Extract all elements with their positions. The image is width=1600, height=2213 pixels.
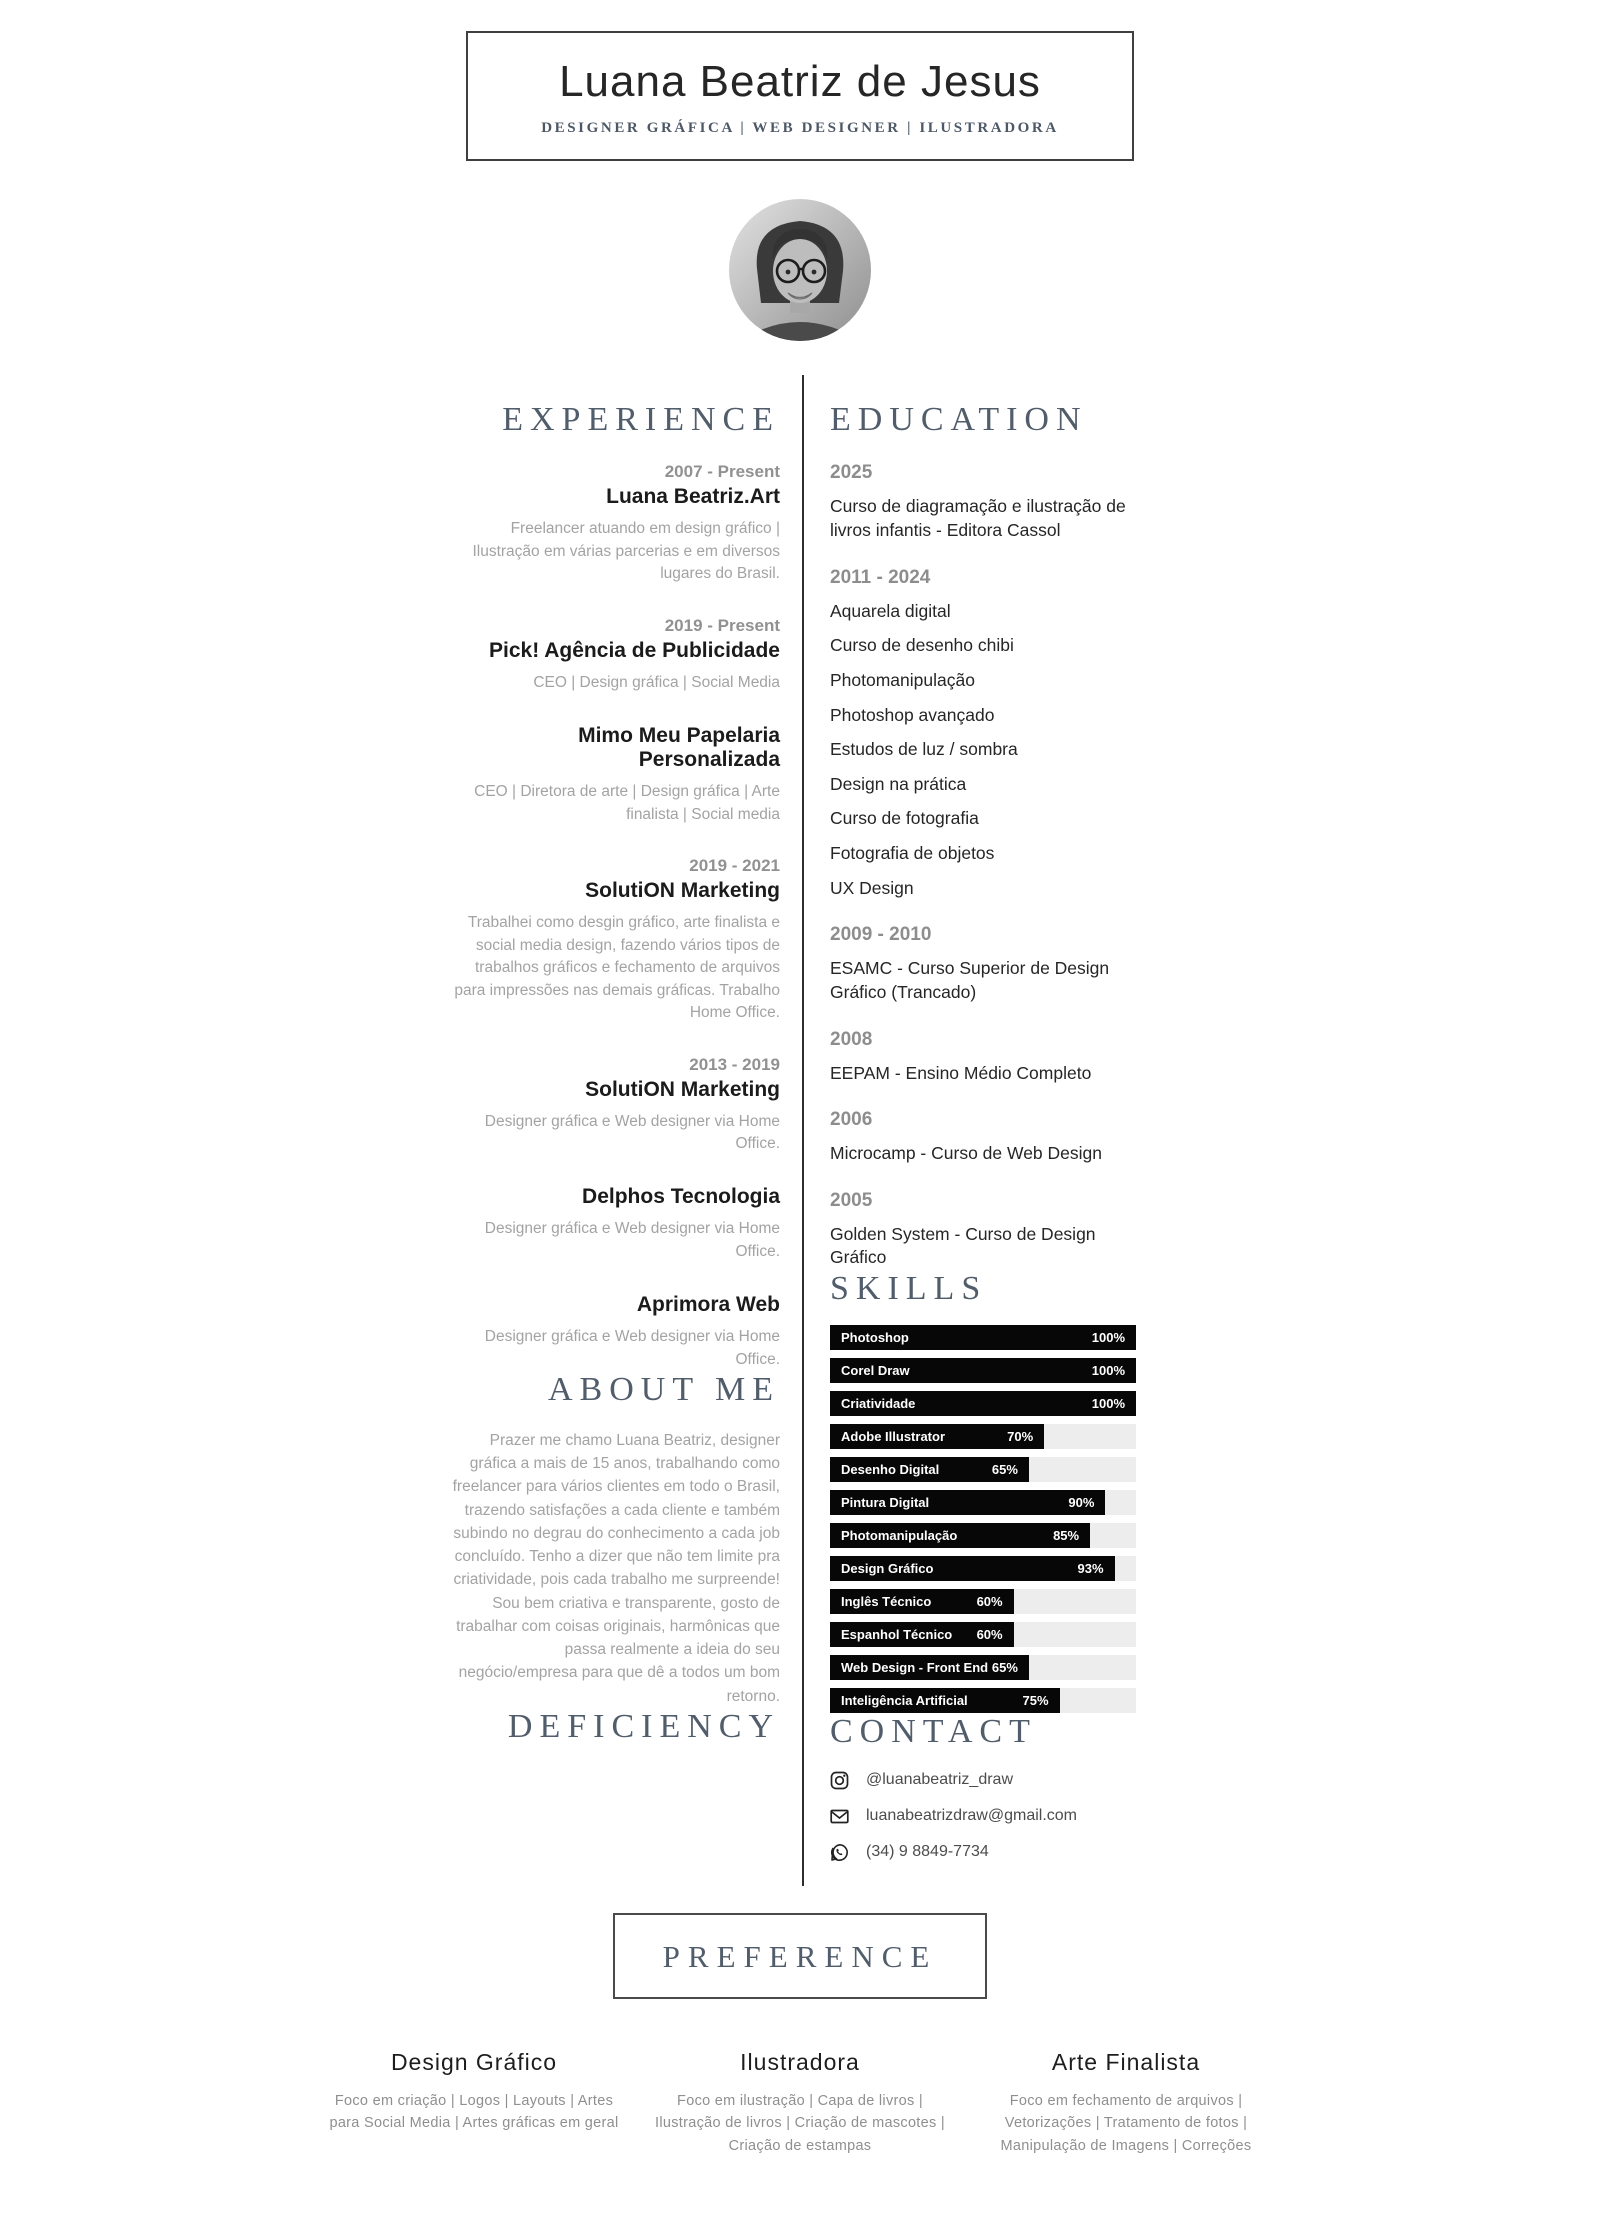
skill-bar-track — [830, 1358, 1136, 1383]
education-group — [830, 924, 1152, 1004]
experience-list — [448, 462, 780, 1371]
skill-bar-fill — [830, 1655, 1029, 1680]
education-period: 2025 — [830, 462, 873, 484]
skill-bar-track — [830, 1622, 1136, 1647]
contact-item-email[interactable] — [830, 1807, 1152, 1826]
skill-label: Web Design - Front End — [841, 1660, 989, 1676]
experience-description: Trabalhei como desgin gráfico, arte finalista e social media design, fazendo vários tipos de trabalhos gráficos e fechamento de arquivos para impressões nas demais gráficas. Trabalho Home Office. — [454, 914, 780, 1022]
education-item: Curso de desenho chibi — [830, 635, 1014, 656]
education-group — [830, 1109, 1152, 1166]
skill-percentage: 85 % — [1053, 1528, 1079, 1543]
skill-bar-track — [830, 1457, 1136, 1482]
phone-number: (34) 9 8849-7734 — [866, 1843, 989, 1861]
skill-percentage: 60 % — [977, 1594, 1003, 1609]
skill-percentage: 100 % — [1092, 1396, 1125, 1411]
experience-entry — [448, 1293, 780, 1371]
skill-row — [830, 1589, 1136, 1614]
education-item: Curso de diagramação e ilustração de livros infantis - Editora Cassol — [830, 496, 1126, 541]
education-period: 2011 - 2024 — [830, 566, 931, 588]
experience-title: SolutiON Marketing — [585, 879, 780, 903]
skill-label: Photomanipulação — [841, 1528, 958, 1544]
skill-percentage: 100 % — [1092, 1363, 1125, 1378]
skill-bar-track — [830, 1424, 1136, 1449]
skill-bar-fill — [830, 1358, 1136, 1383]
skill-bar-fill — [830, 1622, 1014, 1647]
contact-item-instagram[interactable] — [830, 1771, 1152, 1790]
person-roles: DESIGNER GRÁFICA | WEB DESIGNER | ILUSTRADORA — [541, 120, 1059, 136]
skill-row — [830, 1391, 1136, 1416]
experience-description: CEO | Diretora de arte | Design gráfica | Arte finalista | Social media — [474, 783, 780, 823]
education-period: 2008 — [830, 1028, 873, 1050]
education-item: Photoshop avançado — [830, 704, 995, 725]
education-item: Design na prática — [830, 773, 967, 794]
specialty-description: Foco em criação | Logos | Layouts | Artes para Social Media | Artes gráficas em geral — [329, 2092, 619, 2132]
experience-entry — [448, 616, 780, 694]
skill-row — [830, 1325, 1136, 1350]
skill-percentage: 65 % — [992, 1660, 1018, 1675]
experience-description: Designer gráfica e Web designer via Home Office. — [484, 1328, 780, 1368]
experience-description: Designer gráfica e Web designer via Home Office. — [484, 1112, 780, 1153]
about-text: Prazer me chamo Luana Beatriz, designer gráfica a mais de 15 anos, trabalhando como freelancer para vários clientes em todo o Brasil, trazendo satisfações a cada cliente e também subindo no degrau do conhecimento a cada job concluído. Tenho a dizer que não tem limite pra criatividade, pois cada trabalho me surpreende! Sou bem criativa e transparente, gosto de trabalhar com coisas originais, harmônicas que passa realmente a ideia do seu negócio/empresa para que dê a todos um bom retorno. — [452, 1431, 780, 1705]
preference-heading: PREFERENCE — [662, 1938, 938, 1974]
skill-bar-track — [830, 1391, 1136, 1416]
preference-box — [613, 1913, 987, 1999]
specialty-title: Ilustradora — [740, 2048, 860, 2075]
experience-title: Aprimora Web — [636, 1293, 780, 1317]
skills-heading: SKILLS — [830, 1270, 988, 1308]
experience-entry — [448, 724, 780, 826]
education-item: Photomanipulação — [830, 669, 975, 690]
main-columns — [0, 375, 1600, 1886]
education-item: EEPAM - Ensino Médio Completo — [830, 1062, 1092, 1083]
experience-date: 2007 - Present — [664, 462, 780, 482]
specialties-row — [0, 2049, 1600, 2213]
profile-photo — [729, 199, 871, 341]
experience-date: 2019 - 2021 — [689, 856, 780, 876]
specialty-title: Arte Finalista — [1051, 2048, 1201, 2075]
experience-title: Luana Beatriz.Art — [606, 485, 780, 509]
experience-entry — [448, 856, 780, 1024]
skill-bar-fill — [830, 1490, 1105, 1515]
contact-item-phone[interactable] — [830, 1843, 1152, 1862]
education-item: Microcamp - Curso de Web Design — [830, 1143, 1102, 1164]
education-group — [830, 1190, 1152, 1270]
education-items — [830, 600, 1152, 901]
experience-description: Freelancer atuando em design gráfico | Ilustração em várias parcerias e em diversos lugares do Brasil. — [472, 520, 780, 583]
education-item: Aquarela digital — [830, 600, 951, 621]
contact-list — [830, 1771, 1152, 1862]
skill-label: Photoshop — [841, 1330, 909, 1346]
specialty-description: Foco em fechamento de arquivos | Vetorizações | Tratamento de fotos | Manipulação de Imagens | Correções — [1000, 2092, 1252, 2154]
skill-bar-track — [830, 1523, 1136, 1548]
specialty-description: Foco em ilustração | Capa de livros | Ilustração de livros | Criação de mascotes | Criação de estampas — [655, 2092, 945, 2154]
experience-heading: EXPERIENCE — [502, 401, 780, 438]
left-column — [448, 375, 780, 1886]
skill-bar-fill — [830, 1589, 1014, 1614]
skill-percentage: 70 % — [1007, 1429, 1033, 1444]
skill-row — [830, 1490, 1136, 1515]
education-item: ESAMC - Curso Superior de Design Gráfico (Trancado) — [830, 958, 1110, 1002]
education-item: Estudos de luz / sombra — [830, 739, 1018, 760]
skill-bar-fill — [830, 1523, 1090, 1548]
experience-entry — [448, 462, 780, 585]
education-list — [830, 462, 1152, 1270]
specialty-column — [647, 2049, 953, 2157]
education-period: 2006 — [830, 1109, 873, 1131]
skill-percentage: 65 % — [992, 1462, 1018, 1477]
deficiency-heading: DEFICIENCY — [507, 1707, 780, 1745]
header-box — [466, 31, 1134, 161]
experience-title: Pick! Agência de Publicidade — [489, 638, 780, 662]
skill-row — [830, 1457, 1136, 1482]
education-items — [830, 1223, 1152, 1270]
specialty-column — [973, 2049, 1279, 2157]
skill-row — [830, 1523, 1136, 1548]
skill-label: Desenho Digital — [841, 1462, 940, 1478]
skill-row — [830, 1358, 1136, 1383]
skill-bar-fill — [830, 1391, 1136, 1416]
person-name: Luana Beatriz de Jesus — [559, 57, 1041, 106]
education-item: UX Design — [830, 877, 914, 898]
skill-row — [830, 1688, 1136, 1713]
experience-title: Mimo Meu Papelaria Personalizada — [578, 724, 780, 772]
instagram-icon — [830, 1771, 849, 1790]
experience-description: Designer gráfica e Web designer via Home Office. — [484, 1220, 780, 1260]
education-items — [830, 957, 1152, 1004]
education-period: 2005 — [830, 1189, 873, 1211]
contact-heading: CONTACT — [830, 1713, 1037, 1751]
education-item: Curso de fotografia — [830, 808, 979, 829]
skill-row — [830, 1622, 1136, 1647]
portrait-photo — [729, 199, 871, 341]
skill-bar-track — [830, 1325, 1136, 1350]
skill-label: Criatividade — [841, 1396, 916, 1412]
education-items — [830, 495, 1152, 542]
right-column — [804, 375, 1152, 1886]
education-heading: EDUCATION — [830, 401, 1088, 438]
education-item: Fotografia de objetos — [830, 843, 995, 864]
experience-title: Delphos Tecnologia — [582, 1185, 780, 1209]
education-items — [830, 1062, 1152, 1086]
skill-row — [830, 1655, 1136, 1680]
education-period: 2009 - 2010 — [830, 924, 932, 946]
skill-percentage: 100 % — [1092, 1330, 1125, 1345]
specialty-column — [321, 2049, 627, 2157]
skill-label: Adobe Illustrator — [841, 1429, 946, 1445]
skill-bar-track — [830, 1556, 1136, 1581]
instagram-handle: @luanabeatriz_draw — [866, 1771, 1013, 1789]
education-items — [830, 1142, 1152, 1166]
skill-percentage: 60 % — [977, 1627, 1003, 1642]
skill-row — [830, 1424, 1136, 1449]
skill-label: Design Gráfico — [841, 1561, 934, 1577]
education-item: Golden System - Curso de Design Gráfico — [830, 1223, 1096, 1268]
skill-bar-track — [830, 1490, 1136, 1515]
skill-label: Inteligência Artificial — [841, 1693, 968, 1709]
education-group — [830, 1029, 1152, 1086]
experience-date: 2019 - Present — [664, 615, 780, 635]
email-icon — [830, 1807, 849, 1826]
education-group — [830, 462, 1152, 542]
whatsapp-icon — [830, 1843, 849, 1862]
skill-percentage: 75 % — [1022, 1693, 1048, 1708]
experience-title: SolutiON Marketing — [585, 1077, 780, 1101]
experience-entry — [448, 1055, 780, 1156]
skill-bar-fill — [830, 1424, 1044, 1449]
skill-bar-fill — [830, 1556, 1115, 1581]
experience-description: CEO | Design gráfica | Social Media — [533, 673, 780, 691]
education-group — [830, 567, 1152, 901]
skill-label: Corel Draw — [841, 1363, 910, 1379]
about-heading: ABOUT ME — [548, 1371, 780, 1409]
skills-list — [830, 1325, 1136, 1713]
experience-date: 2013 - 2019 — [689, 1054, 780, 1074]
skill-percentage: 90 % — [1068, 1495, 1094, 1510]
skill-bar-track — [830, 1688, 1136, 1713]
specialty-title: Design Gráfico — [390, 2048, 558, 2075]
experience-entry — [448, 1185, 780, 1263]
skill-bar-track — [830, 1655, 1136, 1680]
skill-label: Inglês Técnico — [841, 1594, 932, 1610]
skill-bar-fill — [830, 1457, 1029, 1482]
skill-label: Pintura Digital — [841, 1495, 930, 1511]
skill-percentage: 93 % — [1078, 1561, 1104, 1576]
skill-bar-fill — [830, 1688, 1060, 1713]
email-address: luanabeatrizdraw@gmail.com — [866, 1807, 1077, 1825]
skill-bar-fill — [830, 1325, 1136, 1350]
skill-bar-track — [830, 1589, 1136, 1614]
skill-row — [830, 1556, 1136, 1581]
skill-label: Espanhol Técnico — [841, 1627, 953, 1643]
